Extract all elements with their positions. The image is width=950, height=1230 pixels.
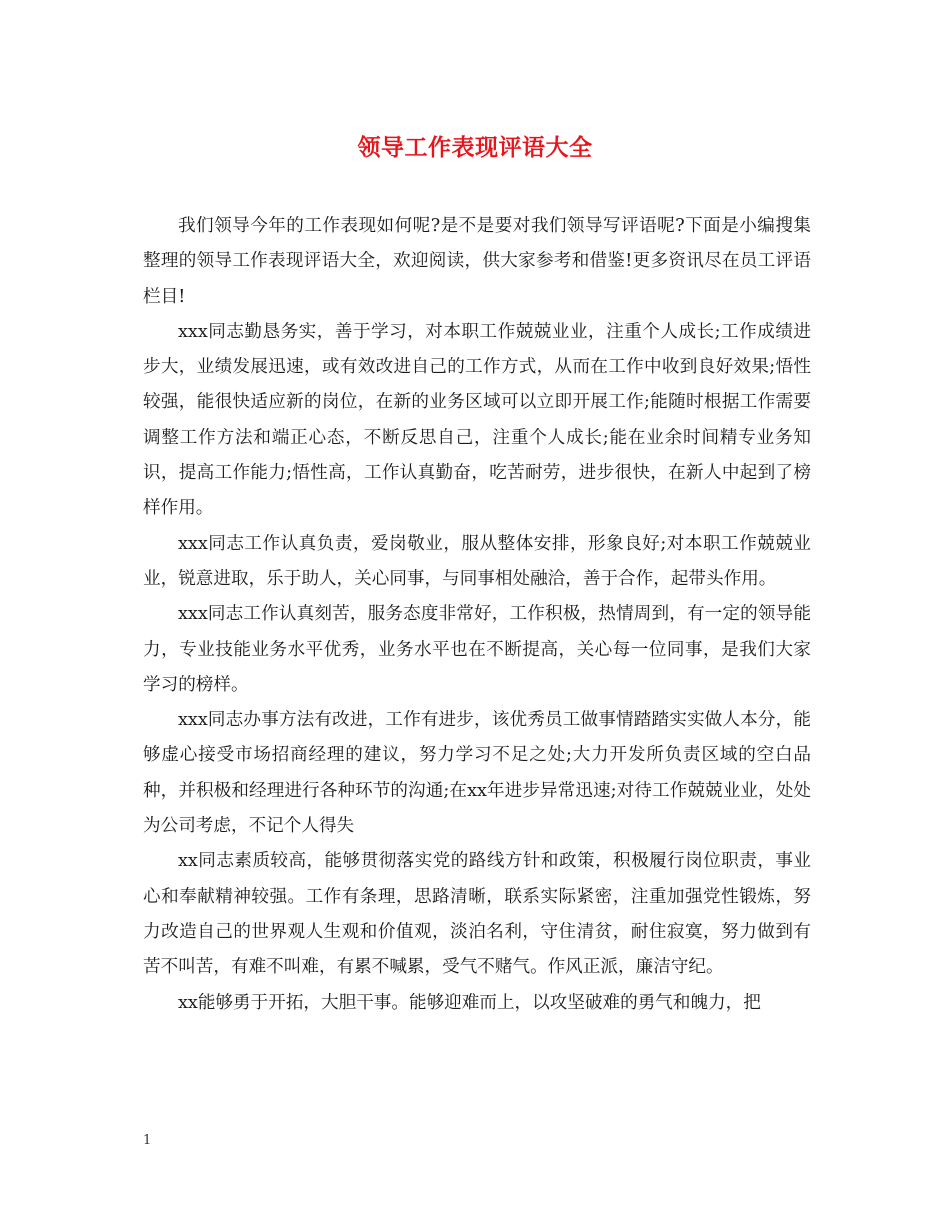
document-title: 领导工作表现评语大全 xyxy=(357,135,593,161)
document-body xyxy=(143,209,811,1021)
paragraph-comment-5: xx同志素质较高，能够贯彻落实党的路线方针和政策，积极履行岗位职责，事业心和奉献精神较强。工作有条理，思路清晰，联系实际紧密，注重加强党性锻炼，努力改造自己的世界观人生观和价值观，淡泊名利，守住清贫，耐住寂寞，努力做到有苦不叫苦，有难不叫难，有累不喊累，受气不赌气。作风正派，廉洁守纪。 xyxy=(143,851,811,978)
paragraph-comment-6: xx能够勇于开拓，大胆干事。能够迎难而上，以攻坚破难的勇气和魄力，把 xyxy=(178,992,761,1013)
paragraph-comment-4: xxx同志办事方法有改进，工作有进步，该优秀员工做事情踏踏实实做人本分，能够虚心接受市场招商经理的建议，努力学习不足之处;大力开发所负责区域的空白品种，并积极和经理进行各种环节的沟通;在xx年进步异常迅速;对待工作兢兢业业，处处为公司考虑，不记个人得失 xyxy=(143,710,811,837)
page-number: 1 xyxy=(143,1133,152,1148)
paragraph-comment-3: xxx同志工作认真刻苦，服务态度非常好，工作积极，热情周到，有一定的领导能力，专业技能业务水平优秀，业务水平也在不断提高，关心每一位同事，是我们大家学习的榜样。 xyxy=(143,604,811,695)
paragraph-comment-1: xxx同志勤恳务实，善于学习，对本职工作兢兢业业，注重个人成长;工作成绩进步大，业绩发展迅速，或有效改进自己的工作方式，从而在工作中收到良好效果;悟性较强，能很快适应新的岗位，在新的业务区域可以立即开展工作;能随时根据工作需要调整工作方法和端正心态，不断反思自己，注重个人成长;能在业余时间精专业务知识，提高工作能力;悟性高，工作认真勤奋，吃苦耐劳，进步很快，在新人中起到了榜样作用。 xyxy=(143,321,811,519)
paragraph-comment-2: xxx同志工作认真负责，爱岗敬业，服从整体安排，形象良好;对本职工作兢兢业业，锐意进取，乐于助人，关心同事，与同事相处融洽，善于合作，起带头作用。 xyxy=(143,533,811,589)
paragraph-intro: 我们领导今年的工作表现如何呢?是不是要对我们领导写评语呢?下面是小编搜集整理的领导工作表现评语大全，欢迎阅读，供大家参考和借鉴!更多资讯尽在员工评语栏目! xyxy=(143,216,811,307)
